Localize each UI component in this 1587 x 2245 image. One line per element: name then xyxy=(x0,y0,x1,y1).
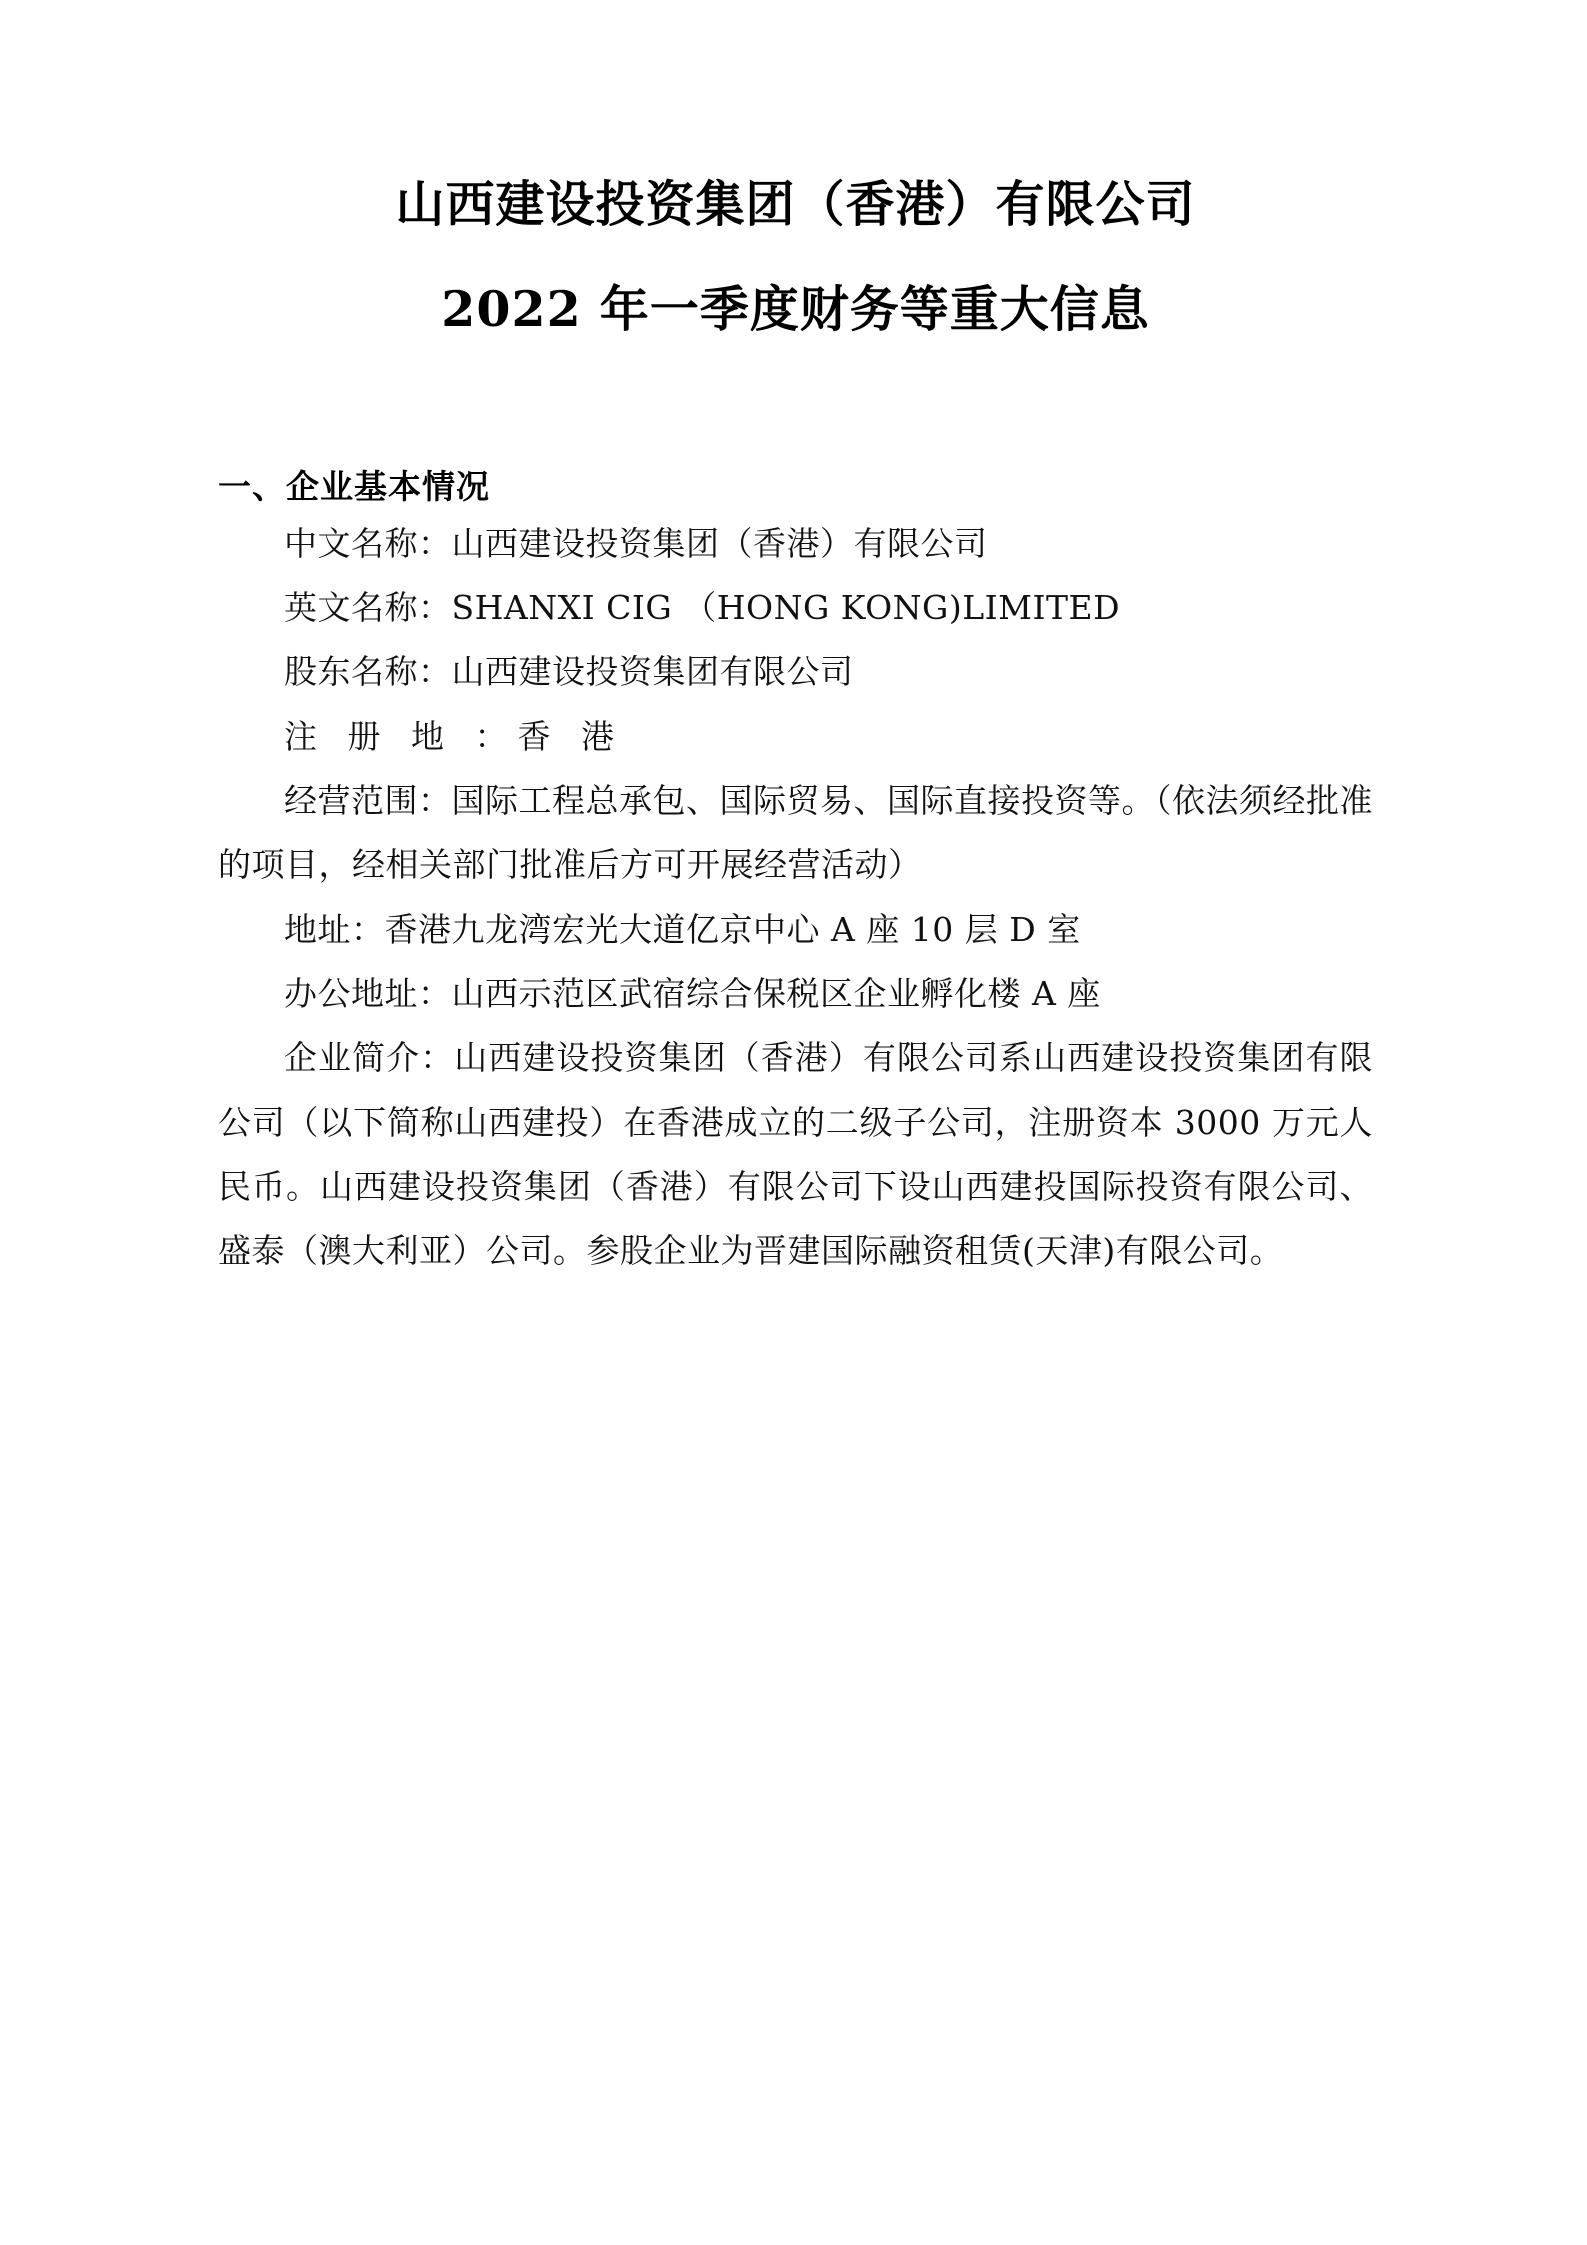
field-registration-place-label: 注 册 地 ： xyxy=(284,716,518,756)
field-address: 地址：香港九龙湾宏光大道亿京中心 A 座 10 层 D 室 xyxy=(284,909,1081,949)
field-registration-place-value: 香 港 xyxy=(517,716,624,756)
field-registration-place xyxy=(218,705,1373,769)
title-line-1: 山西建设投资集团（香港）有限公司 xyxy=(395,175,1196,233)
field-business-scope: 经营范围：国际工程总承包、国际贸易、国际直接投资等。（依法须经批准的项目，经相关部门批准后方可开展经营活动） xyxy=(218,780,1373,885)
field-company-profile: 企业简介：山西建设投资集团（香港）有限公司系山西建设投资集团有限公司（以下简称山西建投）在香港成立的二级子公司，注册资本 3000 万元人民币。山西建设投资集团（香港）有限公司下设山西建投国际投资有限公司、盛泰（澳大利亚）公司。参股企业为晋建国际融资租赁(天津)有限公司。 xyxy=(218,1038,1373,1271)
field-shareholder-name: 股东名称：山西建设投资集团有限公司 xyxy=(284,652,854,692)
section-heading-basic-info: 一、企业基本情况 xyxy=(218,467,490,506)
title-line-2: 2022 年一季度财务等重大信息 xyxy=(441,280,1150,338)
document-content xyxy=(218,175,1373,1284)
field-chinese-name: 中文名称：山西建设投资集团（香港）有限公司 xyxy=(284,523,988,563)
page-title xyxy=(218,175,1373,338)
field-office-address: 办公地址：山西示范区武宿综合保税区企业孵化楼 A 座 xyxy=(284,973,1101,1013)
field-english-name-value: SHANXI CIG （HONG KONG)LIMITED xyxy=(451,587,1121,627)
field-english-name-label: 英文名称： xyxy=(284,587,452,627)
field-english-name xyxy=(218,576,1373,640)
